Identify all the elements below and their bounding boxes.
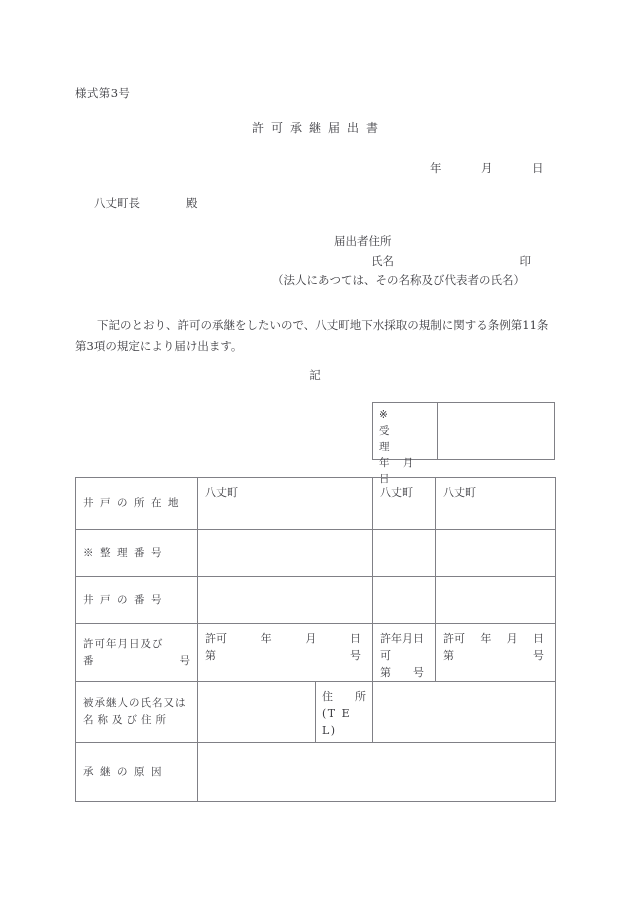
cell-permit-2[interactable]: 許可 年 月 日 第 号 xyxy=(373,624,436,682)
table-row xyxy=(76,478,556,530)
table-row xyxy=(76,577,556,624)
table-row xyxy=(76,743,556,802)
submitter-name-row xyxy=(371,253,531,269)
addressee-name: 八丈町長 xyxy=(94,196,140,210)
receipt-label-accept: 受 理 xyxy=(379,425,428,453)
row-label-succession-reason: 承継の原因 xyxy=(76,743,198,802)
submitter-note: （法人にあつては、その名称及び代表者の氏名） xyxy=(272,273,525,287)
date-line: 年 月 日 xyxy=(430,161,558,175)
row-label-permit-date-number: 許可年月日及び 番 号 xyxy=(76,624,198,682)
table-row xyxy=(76,624,556,682)
form-number: 様式第3号 xyxy=(75,86,131,100)
cell-well-location-3[interactable]: 八丈町 xyxy=(436,478,556,530)
sub-label-address-tel: 住 所 (T E L) xyxy=(316,682,373,743)
row-label-well-number: 井戸の番号 xyxy=(76,577,198,624)
cell-well-number-2[interactable] xyxy=(373,577,436,624)
document-title: 許可承継届出書 xyxy=(251,121,385,135)
ki-mark: 記 xyxy=(309,368,321,382)
cell-well-number-3[interactable] xyxy=(436,577,556,624)
cell-succession-reason[interactable] xyxy=(198,743,556,802)
cell-reference-number-2[interactable] xyxy=(373,530,436,577)
body-paragraph: 下記のとおり、許可の承継をしたいので、八丈町地下水採取の規制に関する条例第11条第3項の規定により届け出ます。 xyxy=(75,318,549,353)
main-table xyxy=(75,477,556,802)
table-row xyxy=(76,682,556,743)
row-label-predecessor: 被承継人の氏名又は 名称及び住所 xyxy=(76,682,198,743)
receipt-label-date: 年 月 日 xyxy=(379,457,419,485)
cell-well-location-1[interactable]: 八丈町 xyxy=(198,478,373,530)
table-row xyxy=(76,530,556,577)
receipt-box xyxy=(372,402,555,485)
cell-reference-number-3[interactable] xyxy=(436,530,556,577)
cell-reference-number-1[interactable] xyxy=(198,530,373,577)
row-label-reference-number: ※整理番号 xyxy=(76,530,198,577)
cell-predecessor-name[interactable] xyxy=(198,682,316,743)
receipt-value-cell[interactable] xyxy=(438,403,554,459)
cell-well-number-1[interactable] xyxy=(198,577,373,624)
cell-permit-1[interactable]: 許可 年 月 日 第 号 xyxy=(198,624,373,682)
cell-well-location-2[interactable]: 八丈町 xyxy=(373,478,436,530)
receipt-label-cell xyxy=(373,403,438,485)
cell-predecessor-address[interactable] xyxy=(373,682,556,743)
cell-permit-3[interactable]: 許可 年 月 日 第 号 xyxy=(436,624,556,682)
addressee-line xyxy=(94,195,198,211)
receipt-marker: ※ xyxy=(379,409,388,421)
addressee-honorific: 殿 xyxy=(186,196,198,210)
seal-mark: 印 xyxy=(519,254,531,268)
submitter-address-label: 届出者住所 xyxy=(334,234,392,248)
row-label-well-location: 井戸の所在地 xyxy=(76,478,198,530)
submitter-name-label: 氏名 xyxy=(371,254,394,268)
